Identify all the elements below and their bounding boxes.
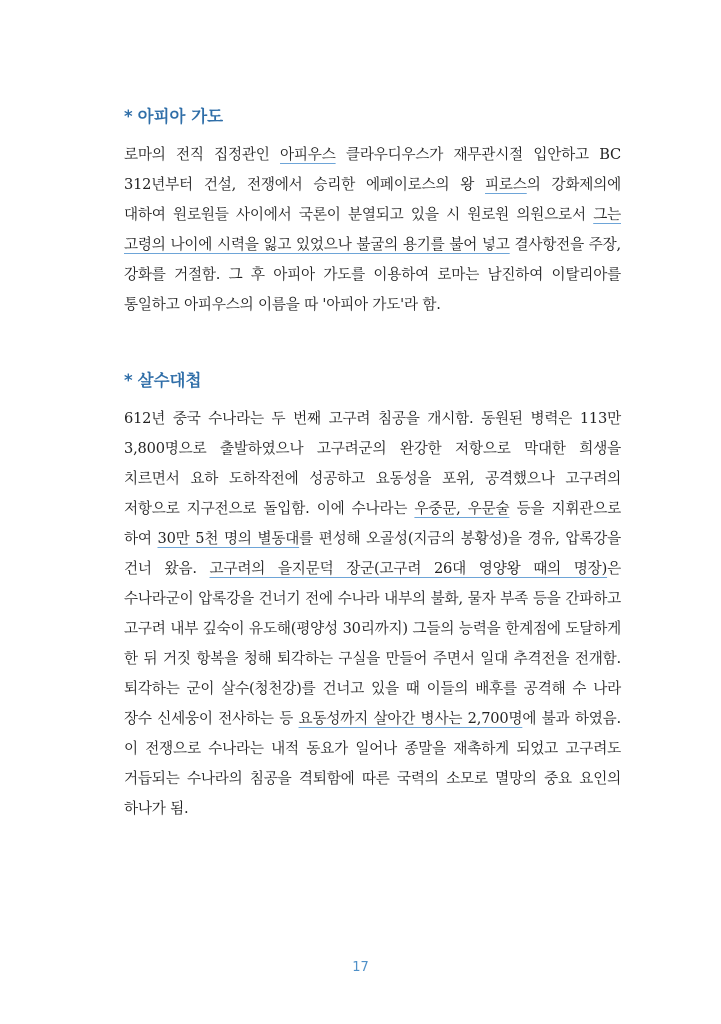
underlined-text: 30만 5천 명의 별동대 bbox=[157, 530, 300, 547]
underlined-text: 요동성까지 살아간 병사는 2,700명 bbox=[298, 710, 523, 727]
underlined-text: 아피우스 bbox=[280, 146, 336, 163]
text-segment: 를 편성해 오골성(지금의 봉황성)을 경유, 압록강을 건너 왔음. bbox=[124, 530, 622, 577]
heading-bullet: * bbox=[124, 107, 133, 126]
heading-bullet: * bbox=[124, 371, 133, 390]
heading-text: 아피아 가도 bbox=[137, 107, 224, 126]
text-segment: 의 강화제의에 대하여 원로원들 사이에서 국론이 분열되고 있을 시 원로원 의원으로서 bbox=[124, 176, 621, 223]
text-segment: 등을 지휘관으로 하여 bbox=[124, 500, 622, 547]
text-segment: 결사항전을 주장, 강화를 거절함. 그 후 아피아 가도를 이용하여 로마는 남진하여 이탈리아를 통일하고 아피우스의 이름을 따 '아피아 가도'라 함. bbox=[124, 236, 621, 313]
section-heading bbox=[124, 370, 621, 392]
page-number: 17 bbox=[352, 960, 369, 975]
heading-text: 살수대첩 bbox=[137, 371, 202, 390]
text-segment: 은 수나라군이 압록강을 건너기 전에 수나라 내부의 불화, 물자 부족 등을 간파하고 고구려 내부 깊숙이 유도해(평양성 30리까지) 그들의 능력을 한계점에 도달하게 한 뒤 거짓 항복을 청해 퇴각하는 구실을 만들어 주면서 일대 추격전을 전개함. 퇴각하는 군이 살수(청천강)를 건너고 있을 때 이들의 배후를 공격해 수 나라 장수 신세웅이 전사하는 등 bbox=[124, 560, 621, 727]
underlined-text: 피로스 bbox=[485, 176, 527, 193]
underlined-text: 우중문, 우문술 bbox=[414, 500, 510, 517]
text-segment: 에 불과 하였음. 이 전쟁으로 수나라는 내적 동요가 일어나 종말을 재촉하게 되었고 고구려도 거듭되는 수나라의 침공을 격퇴함에 따른 국력의 소모로 멸망의 중요 요인의 하나가 됨. bbox=[124, 710, 621, 817]
section-paragraph bbox=[124, 140, 621, 320]
section-appian-way bbox=[124, 106, 621, 320]
underlined-text: 고구려의 을지문덕 장군(고구려 26대 영양왕 때의 명장) bbox=[209, 560, 608, 577]
section-paragraph bbox=[124, 404, 621, 824]
text-segment: 로마의 전직 집정관인 bbox=[124, 146, 281, 163]
text-segment: 612년 중국 수나라는 두 번째 고구려 침공을 개시함. 동원된 병력은 113만 3,800명으로 출발하였으나 고구려군의 완강한 저항으로 막대한 희생을 치르면서 요하 도하작전에 성공하고 요동성을 포위, 공격했으나 고구려의 저항으로 지구전으로 돌입함. 이에 수나라는 bbox=[124, 410, 621, 517]
section-heading bbox=[124, 106, 621, 128]
section-salsu-battle bbox=[124, 370, 621, 824]
underlined-text: 그는 고령의 나이에 시력을 잃고 있었으나 불굴의 용기를 불어 넣고 bbox=[124, 206, 621, 253]
text-segment: 클라우디우스가 재무관시절 입안하고 BC 312년부터 건설, 전쟁에서 승리한 에페이로스의 왕 bbox=[124, 146, 621, 193]
